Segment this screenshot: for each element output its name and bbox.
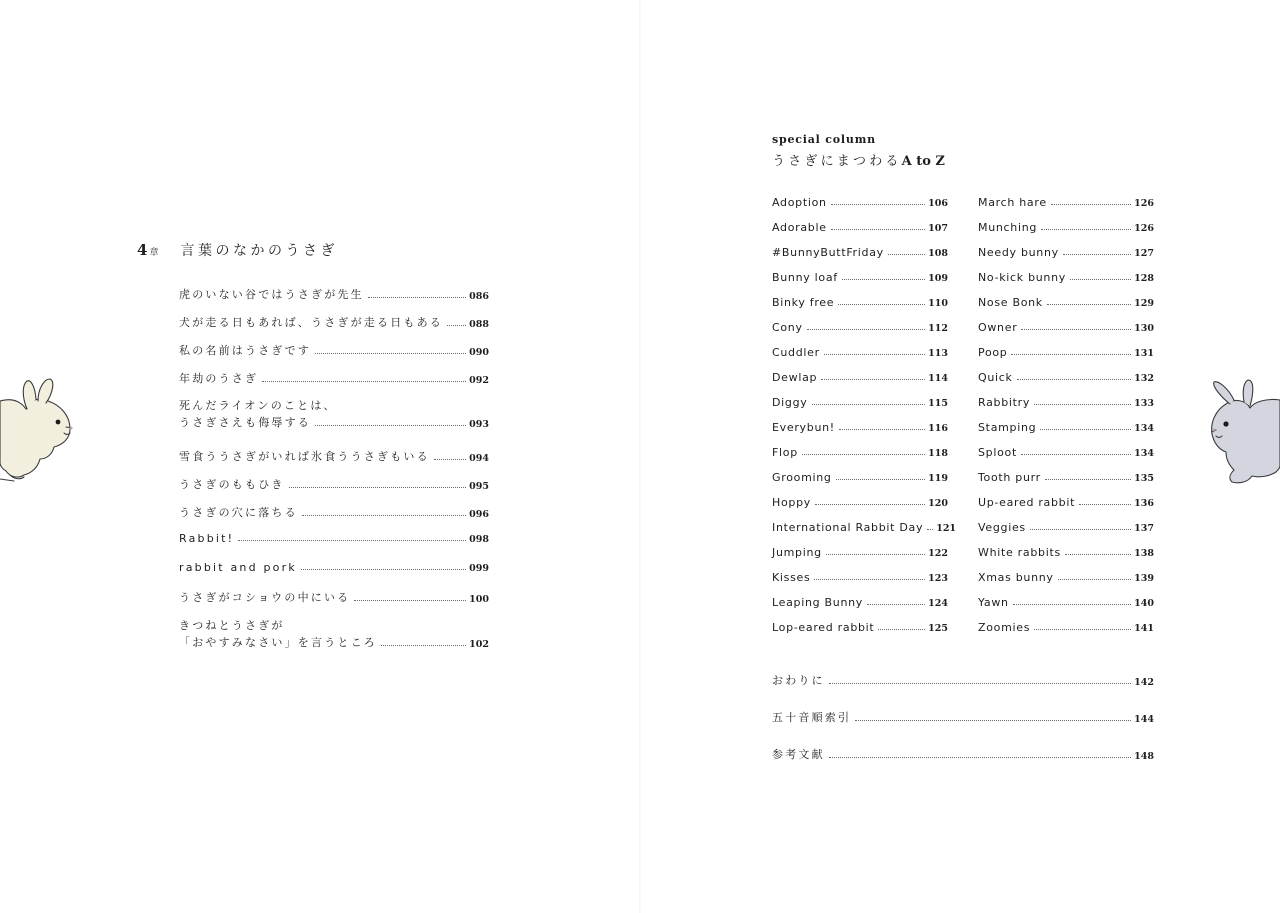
a-to-z-entry[interactable] bbox=[978, 521, 1154, 546]
leader-dots bbox=[855, 720, 1131, 721]
toc-entry-line bbox=[978, 471, 1154, 484]
leader-dots bbox=[1034, 629, 1131, 630]
a-to-z-entry[interactable] bbox=[772, 371, 948, 396]
chapter-heading bbox=[137, 240, 338, 260]
page-number: 107 bbox=[928, 223, 948, 234]
leader-dots bbox=[368, 297, 466, 298]
page-number: 133 bbox=[1134, 398, 1154, 409]
toc-entry-line bbox=[978, 321, 1154, 334]
a-to-z-entry[interactable] bbox=[978, 371, 1154, 396]
toc-entry-line bbox=[978, 396, 1154, 409]
a-to-z-label: Yawn bbox=[978, 596, 1009, 609]
a-to-z-label: Sploot bbox=[978, 446, 1017, 459]
leader-dots bbox=[1013, 604, 1131, 605]
chapter-unit: 章 bbox=[149, 248, 159, 258]
a-to-z-entry[interactable] bbox=[772, 221, 948, 246]
leader-dots bbox=[838, 304, 925, 305]
leader-dots bbox=[262, 381, 466, 382]
leader-dots bbox=[1045, 479, 1131, 480]
a-to-z-entry[interactable] bbox=[978, 546, 1154, 571]
entry-label: Rabbit! bbox=[179, 532, 235, 545]
leader-dots bbox=[1040, 429, 1131, 430]
toc-entry-line bbox=[772, 446, 948, 459]
a-to-z-label: Owner bbox=[978, 321, 1018, 334]
a-to-z-label: Nose Bonk bbox=[978, 296, 1043, 309]
special-column-title bbox=[772, 150, 945, 169]
page-number: 144 bbox=[1134, 714, 1154, 725]
page-number: 109 bbox=[928, 273, 948, 284]
entry-label: 雪食ううさぎがいれば氷食ううさぎもいる bbox=[179, 450, 430, 463]
special-column-title-prefix: うさぎにまつわる bbox=[772, 154, 902, 169]
page-number: 119 bbox=[928, 473, 948, 484]
toc-entry-line bbox=[978, 221, 1154, 234]
toc-entry-line bbox=[978, 421, 1154, 434]
toc-entry-line bbox=[978, 371, 1154, 384]
toc-entry-line bbox=[978, 196, 1154, 209]
leader-dots bbox=[1017, 379, 1132, 380]
leader-dots bbox=[1030, 529, 1131, 530]
chapter-entry[interactable] bbox=[179, 589, 489, 606]
chapter-entry[interactable] bbox=[179, 532, 489, 549]
toc-entry-line bbox=[772, 521, 957, 534]
a-to-z-entry[interactable] bbox=[978, 396, 1154, 421]
leader-dots bbox=[824, 354, 925, 355]
page-number: 094 bbox=[469, 453, 489, 464]
leader-dots bbox=[238, 540, 466, 541]
toc-entry-line bbox=[978, 446, 1154, 459]
a-to-z-label: Munching bbox=[978, 221, 1038, 234]
leader-dots bbox=[1011, 354, 1131, 355]
a-to-z-entry[interactable] bbox=[978, 571, 1154, 596]
leader-dots bbox=[815, 504, 925, 505]
leader-dots bbox=[381, 645, 466, 646]
entry-label: うさぎのももひき bbox=[179, 478, 285, 491]
a-to-z-entry[interactable] bbox=[772, 396, 948, 421]
a-to-z-label: Cony bbox=[772, 321, 803, 334]
toc-entry-line bbox=[179, 532, 489, 545]
a-to-z-label: Zoomies bbox=[978, 621, 1031, 634]
toc-entry-line bbox=[772, 396, 948, 409]
toc-entry-line bbox=[772, 746, 1154, 762]
a-to-z-entry[interactable] bbox=[978, 596, 1154, 621]
a-to-z-entry[interactable] bbox=[978, 221, 1154, 246]
entry-label: 「おやすみなさい」を言うところ bbox=[179, 636, 377, 649]
toc-entry-line bbox=[179, 634, 489, 650]
chapter-entry[interactable] bbox=[179, 504, 489, 521]
page-number: 140 bbox=[1134, 598, 1154, 609]
leader-dots bbox=[1065, 554, 1131, 555]
a-to-z-entry[interactable] bbox=[978, 246, 1154, 271]
a-to-z-entry[interactable] bbox=[772, 621, 948, 646]
a-to-z-entry[interactable] bbox=[772, 471, 948, 496]
toc-entry-line bbox=[179, 370, 489, 386]
page-number: 130 bbox=[1134, 323, 1154, 334]
a-to-z-label: Rabbitry bbox=[978, 396, 1031, 409]
leader-dots bbox=[447, 325, 466, 326]
a-to-z-entry[interactable] bbox=[978, 271, 1154, 296]
rabbit-eye bbox=[1223, 421, 1228, 426]
leader-dots bbox=[1079, 504, 1131, 505]
page-gutter bbox=[639, 0, 641, 913]
toc-entry-line bbox=[772, 221, 948, 234]
toc-entry-line bbox=[772, 709, 1154, 725]
page-number: 138 bbox=[1134, 548, 1154, 559]
page-number: 134 bbox=[1134, 423, 1154, 434]
page-number: 095 bbox=[469, 481, 489, 492]
a-to-z-label: Kisses bbox=[772, 571, 811, 584]
a-to-z-entry[interactable] bbox=[772, 346, 948, 371]
leader-dots bbox=[826, 554, 925, 555]
leader-dots bbox=[301, 569, 466, 570]
page-number: 126 bbox=[1134, 198, 1154, 209]
page-number: 115 bbox=[928, 398, 948, 409]
a-to-z-label: Dewlap bbox=[772, 371, 818, 384]
page-number: 134 bbox=[1134, 448, 1154, 459]
leader-dots bbox=[888, 254, 925, 255]
entry-label: rabbit and pork bbox=[179, 561, 297, 574]
entry-label-line: きつねとうさぎが bbox=[179, 619, 285, 632]
a-to-z-label: Needy bunny bbox=[978, 246, 1059, 259]
a-to-z-label: Everybun! bbox=[772, 421, 835, 434]
page-number: 122 bbox=[928, 548, 948, 559]
leader-dots bbox=[842, 279, 925, 280]
toc-entry-line bbox=[978, 521, 1154, 534]
page-number: 126 bbox=[1134, 223, 1154, 234]
a-to-z-label: Quick bbox=[978, 371, 1013, 384]
page-number: 096 bbox=[469, 509, 489, 520]
page-number: 142 bbox=[1134, 677, 1154, 688]
page-number: 086 bbox=[469, 291, 489, 302]
leader-dots bbox=[814, 579, 925, 580]
a-to-z-label: Bunny loaf bbox=[772, 271, 838, 284]
chapter-entry[interactable] bbox=[179, 561, 489, 578]
a-to-z-label: Poop bbox=[978, 346, 1008, 359]
a-to-z-label: Tooth purr bbox=[978, 471, 1041, 484]
toc-entry-line bbox=[179, 476, 489, 492]
page-number: 092 bbox=[469, 375, 489, 386]
a-to-z-label: Adorable bbox=[772, 221, 827, 234]
toc-entry-line bbox=[179, 342, 489, 358]
page-number: 137 bbox=[1134, 523, 1154, 534]
a-to-z-entry[interactable] bbox=[772, 596, 948, 621]
page-number: 139 bbox=[1134, 573, 1154, 584]
toc-entry-line bbox=[772, 371, 948, 384]
a-to-z-label: International Rabbit Day bbox=[772, 521, 924, 534]
a-to-z-label: White rabbits bbox=[978, 546, 1061, 559]
page-number: 121 bbox=[936, 523, 957, 534]
toc-entry-line bbox=[179, 448, 489, 464]
toc-entry-line bbox=[978, 496, 1154, 509]
toc-entry-line bbox=[772, 596, 948, 609]
toc-entry-line bbox=[179, 589, 489, 605]
toc-entry-line bbox=[179, 504, 489, 520]
back-matter-label: おわりに bbox=[772, 674, 825, 687]
a-to-z-label: Hoppy bbox=[772, 496, 811, 509]
a-to-z-right-column bbox=[978, 196, 1154, 646]
leader-dots bbox=[829, 683, 1131, 684]
toc-entry-line bbox=[978, 346, 1154, 359]
leader-dots bbox=[829, 757, 1131, 758]
page-number: 136 bbox=[1134, 498, 1154, 509]
leader-dots bbox=[821, 379, 925, 380]
entry-label: 年劫のうさぎ bbox=[179, 372, 259, 385]
page-number: 110 bbox=[928, 298, 948, 309]
a-to-z-entry[interactable] bbox=[978, 346, 1154, 371]
leader-dots bbox=[927, 529, 933, 530]
grey-rabbit-illustration bbox=[1204, 378, 1280, 484]
a-to-z-label: Leaping Bunny bbox=[772, 596, 864, 609]
page-number: 093 bbox=[469, 419, 489, 430]
a-to-z-entry[interactable] bbox=[978, 496, 1154, 521]
page-number: 129 bbox=[1134, 298, 1154, 309]
a-to-z-entry[interactable] bbox=[772, 571, 948, 596]
page-number: 141 bbox=[1134, 623, 1154, 634]
a-to-z-entry[interactable] bbox=[978, 421, 1154, 446]
back-matter-entry[interactable] bbox=[772, 746, 1154, 762]
a-to-z-entry[interactable] bbox=[772, 271, 948, 296]
chapter-entry[interactable] bbox=[179, 617, 489, 651]
page-number: 132 bbox=[1134, 373, 1154, 384]
page-number: 118 bbox=[928, 448, 948, 459]
page-number: 112 bbox=[928, 323, 948, 334]
toc-entry-line bbox=[772, 672, 1154, 688]
chapter-entry[interactable] bbox=[179, 314, 489, 331]
leader-dots bbox=[839, 429, 925, 430]
a-to-z-entry[interactable] bbox=[978, 446, 1154, 471]
leader-dots bbox=[867, 604, 925, 605]
leader-dots bbox=[812, 404, 926, 405]
page-number: 128 bbox=[1134, 273, 1154, 284]
toc-entry-line bbox=[179, 286, 489, 302]
leader-dots bbox=[1047, 304, 1131, 305]
toc-entry-line bbox=[978, 296, 1154, 309]
toc-entry-line bbox=[978, 546, 1154, 559]
toc-entry-line bbox=[978, 596, 1154, 609]
toc-entry-line bbox=[772, 496, 948, 509]
toc-entry-line bbox=[772, 271, 948, 284]
entry-label: うさぎさえも侮辱する bbox=[179, 416, 311, 429]
leader-dots bbox=[836, 479, 926, 480]
rabbit-eye bbox=[56, 420, 61, 425]
leader-dots bbox=[1041, 229, 1131, 230]
toc-entry-line bbox=[978, 571, 1154, 584]
leader-dots bbox=[831, 204, 925, 205]
leader-dots bbox=[302, 515, 466, 516]
leader-dots bbox=[878, 629, 925, 630]
toc-entry-line bbox=[978, 621, 1154, 634]
chapter-entry[interactable] bbox=[179, 476, 489, 493]
page-number: 106 bbox=[928, 198, 948, 209]
back-matter-label: 五十音順索引 bbox=[772, 711, 852, 724]
entry-label-line: 死んだライオンのことは、 bbox=[179, 399, 337, 412]
a-to-z-label: No-kick bunny bbox=[978, 271, 1066, 284]
leader-dots bbox=[802, 454, 925, 455]
toc-entry-line bbox=[978, 246, 1154, 259]
toc-entry-line bbox=[772, 546, 948, 559]
page-number: 088 bbox=[469, 319, 489, 330]
back-matter-entry[interactable] bbox=[772, 709, 1154, 725]
toc-entry-line bbox=[179, 314, 489, 330]
page-number: 108 bbox=[928, 248, 948, 259]
chapter-entry[interactable] bbox=[179, 397, 489, 431]
a-to-z-label: Up-eared rabbit bbox=[978, 496, 1076, 509]
entry-label: うさぎの穴に落ちる bbox=[179, 506, 298, 519]
a-to-z-label: Stamping bbox=[978, 421, 1037, 434]
chapter-number: 4 bbox=[137, 241, 148, 259]
a-to-z-label: March hare bbox=[978, 196, 1047, 209]
a-to-z-label: Lop-eared rabbit bbox=[772, 621, 875, 634]
page-number: 148 bbox=[1134, 751, 1154, 762]
leader-dots bbox=[1070, 279, 1131, 280]
page-number: 127 bbox=[1134, 248, 1154, 259]
a-to-z-label: #BunnyButtFriday bbox=[772, 246, 884, 259]
toc-entry-line bbox=[772, 421, 948, 434]
toc-entry-line bbox=[179, 414, 489, 430]
cream-rabbit-illustration bbox=[0, 375, 78, 485]
a-to-z-left-column bbox=[772, 196, 957, 646]
a-to-z-entry[interactable] bbox=[772, 246, 948, 271]
leader-dots bbox=[1034, 404, 1131, 405]
page-number: 098 bbox=[469, 534, 489, 545]
a-to-z-label: Veggies bbox=[978, 521, 1026, 534]
entry-label: 虎のいない谷ではうさぎが先生 bbox=[179, 288, 364, 301]
a-to-z-entry[interactable] bbox=[978, 196, 1154, 221]
toc-entry-line bbox=[772, 196, 948, 209]
a-to-z-label: Cuddler bbox=[772, 346, 820, 359]
a-to-z-entry[interactable] bbox=[772, 546, 948, 571]
page-number: 102 bbox=[469, 639, 489, 650]
a-to-z-entry[interactable] bbox=[978, 321, 1154, 346]
entry-label: 私の名前はうさぎです bbox=[179, 344, 311, 357]
leader-dots bbox=[1051, 204, 1131, 205]
a-to-z-entry[interactable] bbox=[978, 296, 1154, 321]
page-number: 090 bbox=[469, 347, 489, 358]
a-to-z-label: Flop bbox=[772, 446, 798, 459]
page-number: 135 bbox=[1134, 473, 1154, 484]
page-number: 120 bbox=[928, 498, 948, 509]
page-number: 123 bbox=[928, 573, 948, 584]
a-to-z-entry[interactable] bbox=[772, 321, 948, 346]
a-to-z-label: Xmas bunny bbox=[978, 571, 1054, 584]
leader-dots bbox=[434, 459, 466, 460]
a-to-z-label: Grooming bbox=[772, 471, 832, 484]
chapter-entry[interactable] bbox=[179, 370, 489, 387]
toc-entry-line bbox=[772, 346, 948, 359]
page-number: 131 bbox=[1134, 348, 1154, 359]
page-number: 100 bbox=[469, 594, 489, 605]
toc-entry-line bbox=[772, 246, 948, 259]
page-number: 113 bbox=[928, 348, 948, 359]
a-to-z-label: Jumping bbox=[772, 546, 822, 559]
leader-dots bbox=[289, 487, 467, 488]
a-to-z-entry[interactable] bbox=[978, 621, 1154, 646]
a-to-z-entry[interactable] bbox=[772, 496, 948, 521]
toc-entry-line bbox=[772, 321, 948, 334]
leader-dots bbox=[1058, 579, 1132, 580]
leader-dots bbox=[315, 425, 466, 426]
back-matter-label: 参考文献 bbox=[772, 748, 825, 761]
toc-entry-line bbox=[179, 561, 489, 574]
a-to-z-entry[interactable] bbox=[772, 521, 957, 546]
chapter-entry[interactable] bbox=[179, 286, 489, 303]
a-to-z-entry[interactable] bbox=[772, 196, 948, 221]
page-number: 125 bbox=[928, 623, 948, 634]
toc-entry-line bbox=[772, 296, 948, 309]
page-number: 116 bbox=[928, 423, 948, 434]
chapter-entry[interactable] bbox=[179, 448, 489, 465]
leader-dots bbox=[1063, 254, 1131, 255]
a-to-z-label: Adoption bbox=[772, 196, 827, 209]
page-number: 114 bbox=[928, 373, 948, 384]
page-number: 099 bbox=[469, 563, 489, 574]
a-to-z-label: Diggy bbox=[772, 396, 808, 409]
toc-entry-line bbox=[978, 271, 1154, 284]
leader-dots bbox=[807, 329, 925, 330]
a-to-z-entry[interactable] bbox=[772, 296, 948, 321]
special-column-subtitle: special column bbox=[772, 133, 876, 146]
page-number: 124 bbox=[928, 598, 948, 609]
entry-label: 犬が走る日もあれば、うさぎが走る日もある bbox=[179, 316, 443, 329]
leader-dots bbox=[354, 600, 466, 601]
toc-entry-line bbox=[772, 621, 948, 634]
leader-dots bbox=[315, 353, 466, 354]
leader-dots bbox=[1021, 454, 1131, 455]
entry-label: うさぎがコショウの中にいる bbox=[179, 591, 351, 604]
special-column-title-suffix: A to Z bbox=[901, 154, 945, 169]
toc-entry-line bbox=[772, 571, 948, 584]
leader-dots bbox=[1021, 329, 1131, 330]
leader-dots bbox=[831, 229, 925, 230]
chapter-title: 言葉のなかのうさぎ bbox=[180, 243, 338, 259]
a-to-z-entry[interactable] bbox=[978, 471, 1154, 496]
back-matter-entry[interactable] bbox=[772, 672, 1154, 688]
a-to-z-label: Binky free bbox=[772, 296, 835, 309]
a-to-z-entry[interactable] bbox=[772, 421, 948, 446]
chapter-entry[interactable] bbox=[179, 342, 489, 359]
toc-entry-line bbox=[772, 471, 948, 484]
a-to-z-entry[interactable] bbox=[772, 446, 948, 471]
